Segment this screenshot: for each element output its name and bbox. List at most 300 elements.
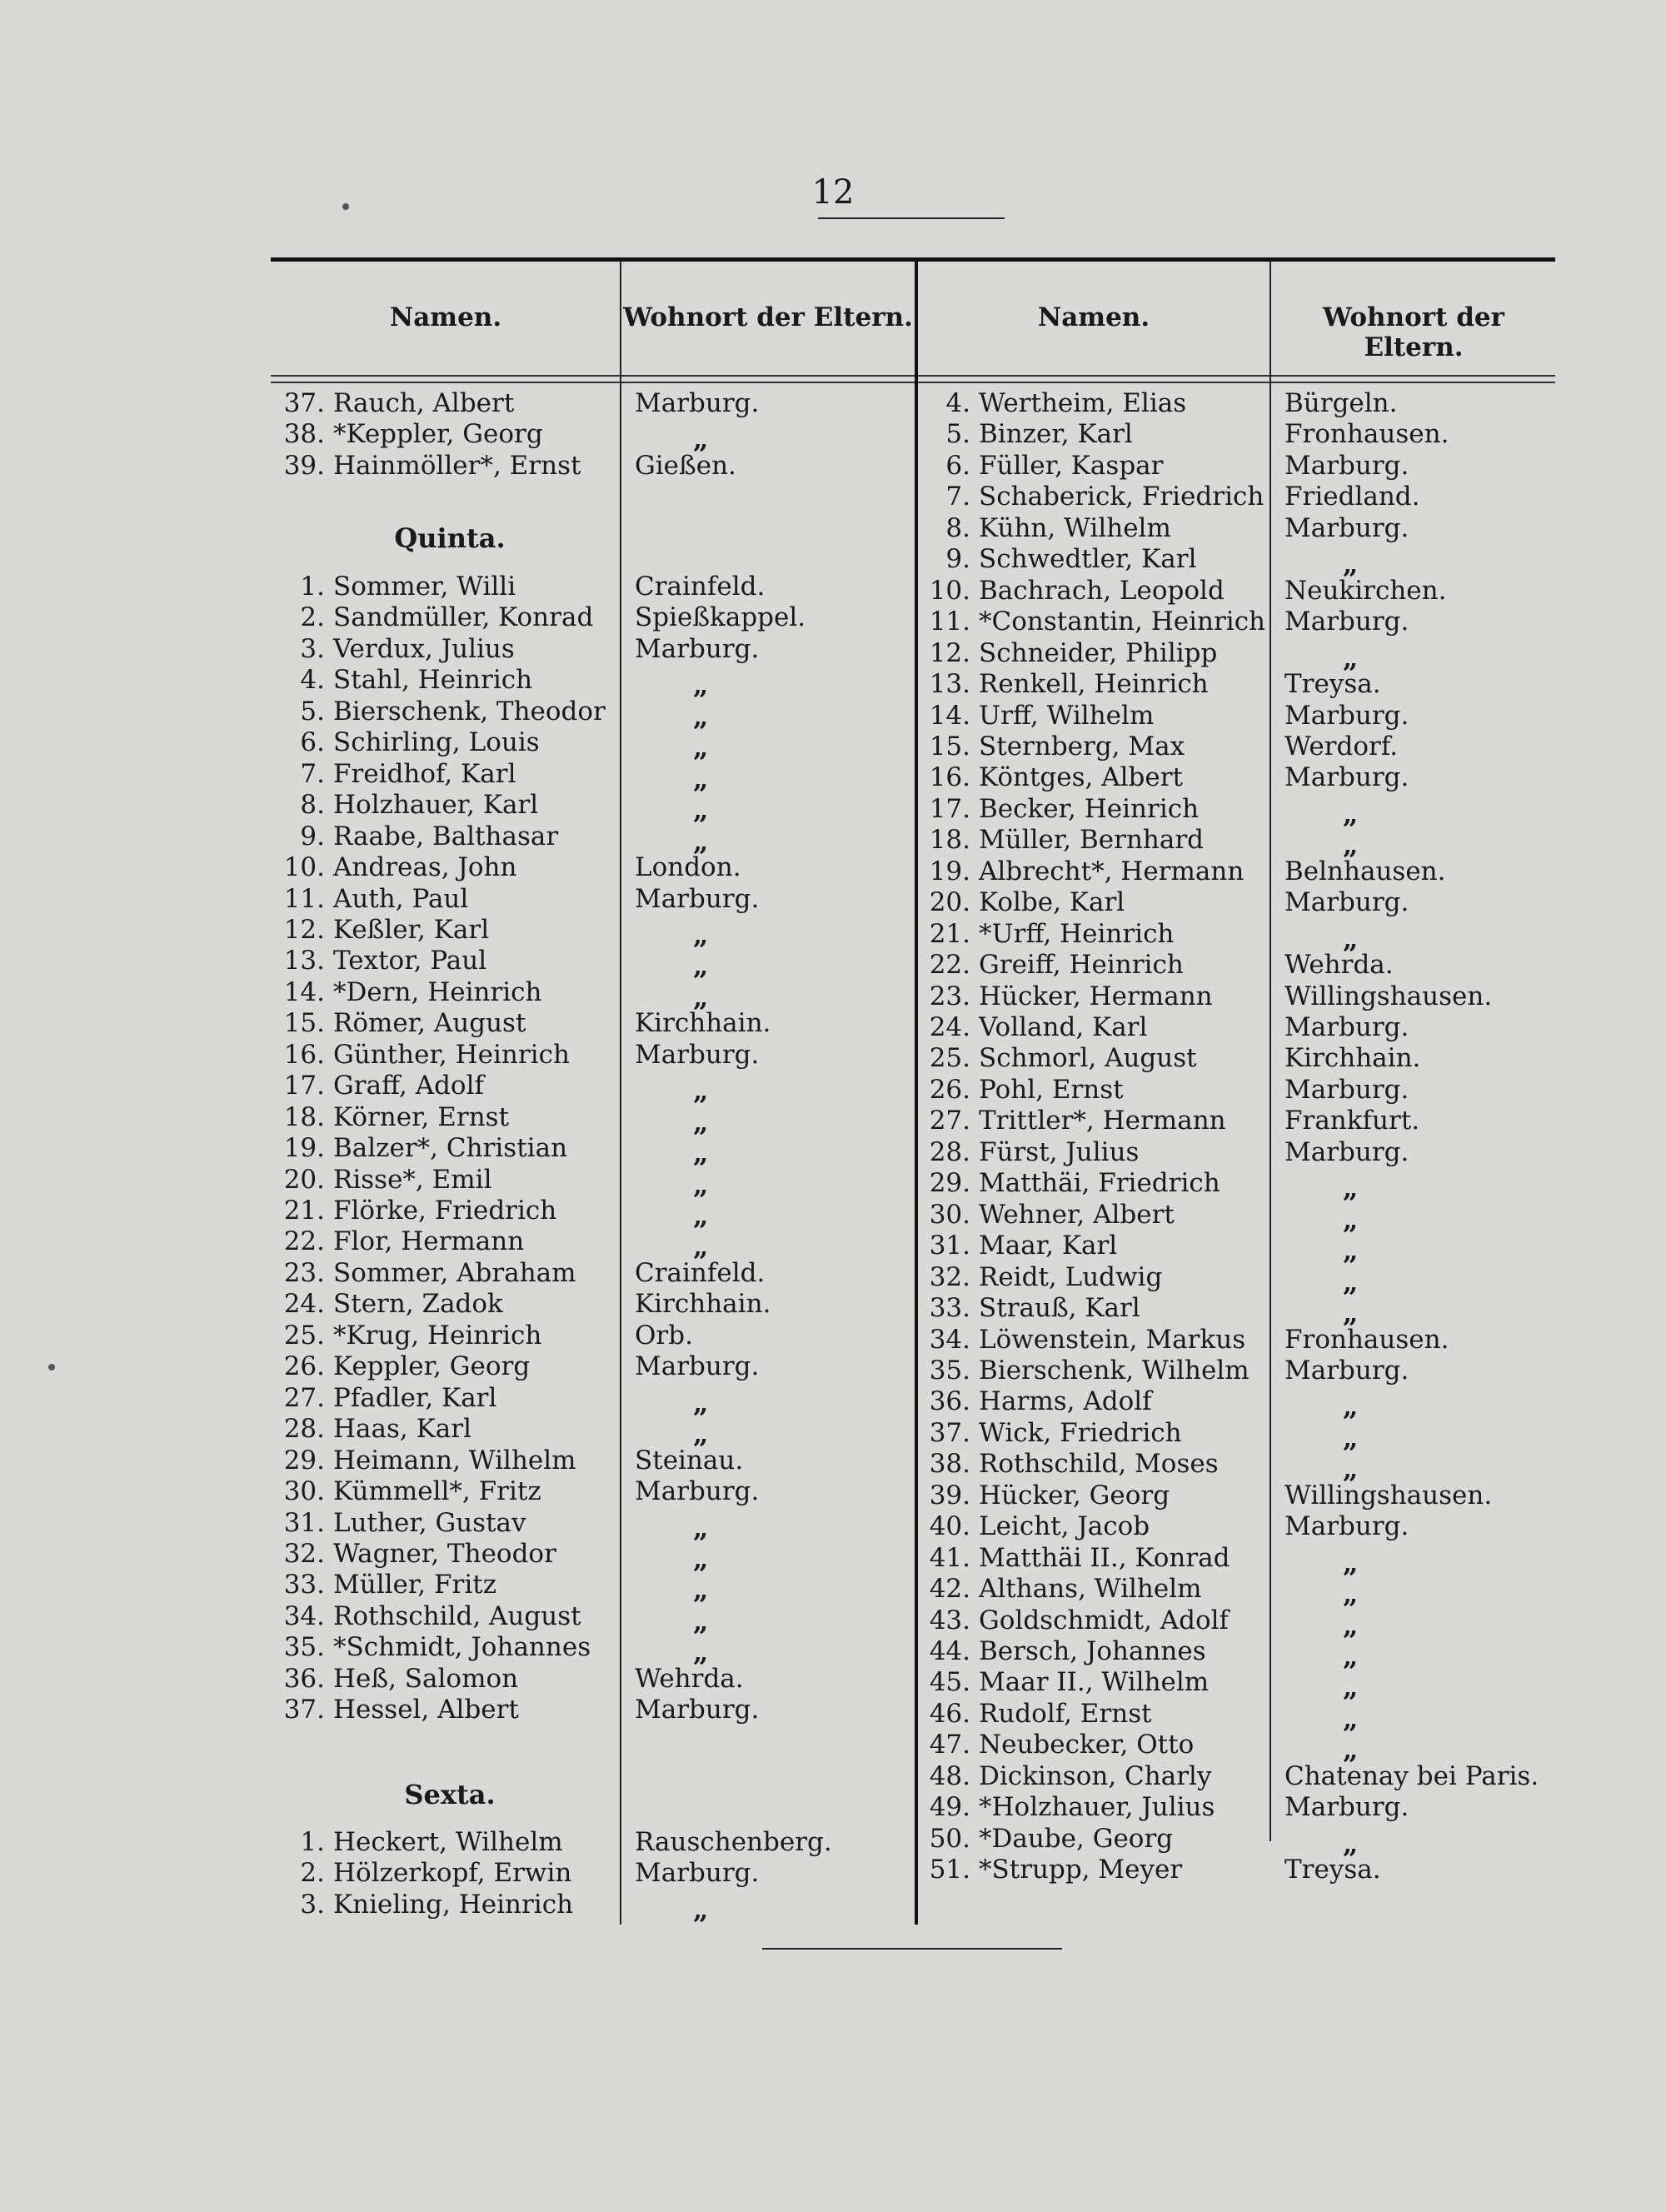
section-title-sexta: Sexta. <box>404 1779 496 1810</box>
ditto-mark: „ <box>693 1200 709 1231</box>
parents-residence: Marburg. <box>635 1858 760 1889</box>
pupil-name: Bachrach, Leopold <box>979 575 1225 606</box>
entry-number: 21. <box>929 918 970 949</box>
parents-residence: Kirchhain. <box>635 1008 771 1039</box>
list-item <box>912 1792 1215 1823</box>
entry-number: 25. <box>929 1043 970 1074</box>
parents-residence: Wehrda. <box>635 1663 744 1694</box>
pupil-name: Hainmöller*, Ernst <box>333 450 581 481</box>
parents-residence: Treysa. <box>1284 1855 1381 1885</box>
ditto-mark: „ <box>1343 548 1359 581</box>
list-item <box>912 1730 1194 1760</box>
ditto-mark: „ <box>693 918 709 951</box>
pupil-name: Sandmüller, Konrad <box>333 602 594 633</box>
pupil-name: Sternberg, Max <box>979 731 1185 761</box>
parents-residence: Friedland. <box>1284 482 1420 512</box>
entry-number: 38. <box>929 1449 970 1480</box>
list-item <box>265 1414 471 1445</box>
list-item <box>265 1601 581 1632</box>
list-item <box>912 794 1199 825</box>
ditto-mark: „ <box>693 1605 709 1637</box>
list-item <box>265 1040 570 1071</box>
ditto-mark: „ <box>693 1574 709 1606</box>
entry-number: 27. <box>929 1106 970 1136</box>
list-item <box>912 1262 1162 1293</box>
list-item <box>912 981 1213 1012</box>
entry-number: 36. <box>929 1386 970 1417</box>
entry-number: 3. <box>300 1889 325 1920</box>
parents-residence: Neukirchen. <box>1284 575 1447 606</box>
ditto-mark: „ <box>693 762 709 795</box>
pupil-name: Flor, Hermann <box>333 1226 525 1257</box>
parents-residence: Werdorf. <box>1284 731 1399 761</box>
entry-number: 8. <box>300 790 325 821</box>
list-item <box>912 388 1186 419</box>
entry-number: 29. <box>283 1445 325 1475</box>
entry-number: 6. <box>945 450 970 481</box>
parents-residence: Crainfeld. <box>635 572 766 602</box>
pupil-name: Andreas, John <box>333 852 517 883</box>
pupil-name: Wertheim, Elias <box>979 388 1187 418</box>
list-item <box>265 1539 556 1570</box>
pupil-name: Keßler, Karl <box>333 914 490 945</box>
entry-number: 22. <box>929 950 970 981</box>
entry-number: 34. <box>929 1324 970 1355</box>
pupil-name: Schaberick, Friedrich <box>979 482 1264 512</box>
entry-number: 26. <box>283 1351 325 1382</box>
ditto-mark: „ <box>1343 1297 1359 1330</box>
pupil-name: Haas, Karl <box>333 1414 471 1445</box>
entry-number: 51. <box>929 1855 970 1885</box>
entry-number: 25. <box>283 1320 325 1351</box>
pupil-name: Becker, Heinrich <box>979 793 1200 824</box>
pupil-name: Raabe, Balthasar <box>333 821 559 851</box>
list-item <box>265 790 538 821</box>
ditto-mark: „ <box>693 950 709 982</box>
list-item <box>265 1321 541 1351</box>
entry-number: 4. <box>945 388 970 418</box>
pupil-name: Leicht, Jacob <box>979 1511 1150 1542</box>
entry-number: 6. <box>300 727 325 758</box>
ditto-mark: „ <box>1343 1203 1359 1236</box>
ditto-mark: „ <box>693 981 709 1013</box>
entry-number: 15. <box>283 1008 325 1039</box>
pupil-name: Auth, Paul <box>333 883 469 914</box>
list-item <box>265 915 489 946</box>
list-item <box>265 759 516 790</box>
entry-number: 4. <box>300 665 325 696</box>
header-residence-left: Wohnort der Eltern. <box>623 302 913 332</box>
entry-number: 40. <box>929 1511 970 1542</box>
parents-residence: Marburg. <box>1284 1355 1409 1386</box>
pupil-name: Neubecker, Otto <box>979 1730 1195 1760</box>
list-item <box>912 1293 1140 1324</box>
header-rule <box>271 375 1555 377</box>
ditto-mark: „ <box>1343 1671 1359 1704</box>
pupil-name: Urff, Wilhelm <box>979 700 1155 731</box>
list-item <box>912 1200 1175 1231</box>
pupil-name: Günther, Heinrich <box>333 1039 570 1070</box>
pupil-name: Goldschmidt, Adolf <box>979 1605 1230 1635</box>
pupil-name: Matthäi, Friedrich <box>979 1168 1220 1199</box>
pupil-name: Fürst, Julius <box>979 1136 1140 1167</box>
ditto-mark: „ <box>1343 1235 1359 1267</box>
list-item <box>265 1102 509 1133</box>
entry-number: 47. <box>929 1730 970 1760</box>
pupil-name: Sommer, Abraham <box>333 1257 576 1288</box>
ditto-mark: „ <box>1343 922 1359 955</box>
list-item <box>265 572 516 602</box>
entry-number: 26. <box>929 1074 970 1105</box>
entry-number: 5. <box>945 419 970 450</box>
parents-residence: Fronhausen. <box>1284 419 1449 450</box>
pupil-name: Römer, August <box>333 1008 526 1039</box>
list-item <box>265 1827 563 1858</box>
list-item <box>912 887 1125 918</box>
ditto-mark: „ <box>693 732 709 764</box>
entry-number: 14. <box>283 976 325 1007</box>
ditto-mark: „ <box>1343 797 1359 830</box>
ditto-mark: „ <box>693 423 709 456</box>
list-item <box>265 1071 484 1101</box>
entry-number: 14. <box>929 700 970 731</box>
pupil-name: Freidhof, Karl <box>333 758 516 789</box>
list-item <box>265 1695 519 1725</box>
pupil-name: Heimann, Wilhelm <box>333 1445 576 1475</box>
ditto-mark: „ <box>1343 1172 1359 1205</box>
list-item <box>912 1761 1211 1792</box>
entry-number: 36. <box>283 1663 325 1694</box>
parents-residence: Willingshausen. <box>1284 1480 1493 1510</box>
list-item <box>912 1106 1226 1136</box>
entry-number: 35. <box>929 1355 970 1386</box>
entry-number: 1. <box>300 572 325 602</box>
parents-residence: Marburg. <box>1284 1511 1409 1542</box>
list-item <box>912 419 1133 450</box>
table-top-rule <box>271 257 1555 262</box>
list-item <box>912 856 1244 887</box>
pupil-name: *Urff, Heinrich <box>979 918 1175 949</box>
entry-number: 24. <box>929 1012 970 1042</box>
parents-residence: Fronhausen. <box>1284 1324 1449 1355</box>
list-item <box>912 482 1264 512</box>
pupil-name: Rudolf, Ernst <box>979 1698 1152 1729</box>
pupil-name: Keppler, Georg <box>333 1351 531 1382</box>
list-item <box>912 1325 1245 1356</box>
pupil-name: Renkell, Heinrich <box>979 669 1209 700</box>
list-item <box>265 727 540 758</box>
entry-number: 22. <box>283 1226 325 1257</box>
entry-number: 7. <box>300 758 325 789</box>
pupil-name: Stern, Zadok <box>333 1289 503 1320</box>
pupil-name: Pfadler, Karl <box>333 1382 497 1413</box>
pupil-name: Pohl, Ernst <box>979 1074 1124 1105</box>
entry-number: 35. <box>283 1632 325 1663</box>
ditto-mark: „ <box>693 1542 709 1575</box>
header-names-right: Namen. <box>1037 302 1150 332</box>
pupil-name: *Krug, Heinrich <box>333 1320 542 1351</box>
list-item <box>912 1511 1150 1542</box>
pupil-name: Trittler*, Hermann <box>979 1106 1226 1136</box>
list-item <box>912 1543 1230 1574</box>
ditto-mark: „ <box>693 825 709 857</box>
entry-number: 39. <box>929 1480 970 1510</box>
list-item <box>265 1446 576 1476</box>
list-item <box>912 919 1174 950</box>
ditto-mark: „ <box>1343 1578 1359 1610</box>
pupil-name: Rothschild, Moses <box>979 1449 1219 1480</box>
pupil-name: Schneider, Philipp <box>979 637 1218 668</box>
list-item <box>912 1574 1202 1605</box>
entry-number: 37. <box>929 1417 970 1448</box>
ditto-mark: „ <box>693 1511 709 1544</box>
list-item <box>265 852 516 883</box>
list-item <box>265 946 486 976</box>
parents-residence: Marburg. <box>635 1476 760 1507</box>
pupil-name: Hücker, Hermann <box>979 981 1213 1011</box>
entry-number: 10. <box>929 575 970 606</box>
pupil-name: Matthäi II., Konrad <box>979 1542 1230 1573</box>
entry-number: 18. <box>929 825 970 856</box>
parents-residence: Marburg. <box>1284 887 1409 918</box>
parents-residence: Kirchhain. <box>635 1289 771 1320</box>
parents-residence: Rauschenberg. <box>635 1827 832 1857</box>
entry-number: 20. <box>283 1164 325 1195</box>
pupil-name: Rothschild, August <box>333 1600 581 1631</box>
parents-residence: Wehrda. <box>1284 950 1394 981</box>
list-item <box>912 451 1163 482</box>
list-item <box>912 1168 1220 1199</box>
list-item <box>912 1449 1219 1480</box>
list-item <box>265 665 532 696</box>
section-title-quinta: Quinta. <box>394 522 506 554</box>
parents-residence: Marburg. <box>635 633 760 664</box>
list-item <box>912 638 1217 669</box>
pupil-name: Luther, Gustav <box>333 1507 526 1538</box>
entry-number: 30. <box>283 1476 325 1507</box>
entry-number: 15. <box>929 731 970 761</box>
entry-number: 31. <box>283 1507 325 1538</box>
entry-number: 28. <box>929 1136 970 1167</box>
parents-residence: Marburg. <box>1284 512 1409 543</box>
entry-number: 19. <box>283 1133 325 1164</box>
pupil-name: Flörke, Friedrich <box>333 1196 557 1226</box>
list-item <box>265 1632 591 1663</box>
list-item <box>912 1356 1250 1386</box>
entry-number: 41. <box>929 1542 970 1573</box>
list-item <box>912 576 1225 607</box>
list-item <box>912 1480 1170 1511</box>
list-item <box>912 544 1197 575</box>
pupil-name: Schirling, Louis <box>333 727 540 758</box>
entry-number: 39. <box>283 450 325 481</box>
ditto-mark: „ <box>693 1168 709 1201</box>
list-item <box>265 1226 524 1257</box>
pupil-name: Köntges, Albert <box>979 762 1183 793</box>
entry-number: 49. <box>929 1792 970 1823</box>
ink-speck <box>342 203 349 210</box>
list-item <box>265 634 515 665</box>
parents-residence: Marburg. <box>1284 1792 1409 1823</box>
list-item <box>912 762 1183 793</box>
parents-residence: Steinau. <box>635 1445 744 1475</box>
list-item <box>265 1508 526 1539</box>
entry-number: 33. <box>283 1570 325 1600</box>
ditto-mark: „ <box>1343 1640 1359 1672</box>
list-item <box>912 669 1209 700</box>
entry-number: 3. <box>300 633 325 664</box>
column-divider <box>1269 260 1271 1841</box>
parents-residence: Gießen. <box>635 450 736 481</box>
page-bottom-rule <box>762 1948 1062 1950</box>
pupil-name: Kümmell*, Fritz <box>333 1476 541 1507</box>
page-number: 12 <box>811 173 855 212</box>
entry-number: 10. <box>283 852 325 883</box>
ditto-mark: „ <box>1343 829 1359 861</box>
pupil-name: *Dern, Heinrich <box>333 976 542 1007</box>
ditto-mark: „ <box>1343 642 1359 674</box>
list-item <box>912 1231 1117 1261</box>
parents-residence: Marburg. <box>635 388 760 418</box>
list-item <box>912 1043 1197 1074</box>
header-names-left: Namen. <box>389 302 502 332</box>
list-item <box>912 1386 1152 1417</box>
list-item <box>265 1890 573 1920</box>
header-rule <box>271 382 1555 383</box>
list-item <box>265 602 593 633</box>
pupil-name: Kolbe, Karl <box>979 887 1125 918</box>
entry-number: 20. <box>929 887 970 918</box>
entry-number: 16. <box>283 1039 325 1070</box>
column-divider <box>620 260 621 1925</box>
ditto-mark: „ <box>1343 1546 1359 1579</box>
pupil-name: Schmorl, August <box>979 1043 1197 1074</box>
list-item <box>912 607 1265 637</box>
entry-number: 28. <box>283 1414 325 1445</box>
pupil-name: Füller, Kaspar <box>979 450 1164 481</box>
entry-number: 37. <box>283 388 325 418</box>
parents-residence: Bürgeln. <box>1284 388 1398 418</box>
entry-number: 32. <box>929 1261 970 1292</box>
pupil-name: Hessel, Albert <box>333 1695 519 1725</box>
parents-residence: Crainfeld. <box>635 1257 766 1288</box>
list-item <box>265 1570 496 1600</box>
header-residence-right: Wohnort der Eltern. <box>1323 302 1504 362</box>
entry-number: 19. <box>929 856 970 886</box>
pupil-name: Bierschenk, Wilhelm <box>979 1355 1250 1386</box>
list-item <box>912 732 1185 762</box>
parents-residence: Marburg. <box>1284 450 1409 481</box>
entry-number: 33. <box>929 1293 970 1324</box>
entry-number: 7. <box>945 482 970 512</box>
entry-number: 17. <box>283 1071 325 1101</box>
pupil-name: Körner, Ernst <box>333 1101 510 1132</box>
entry-number: 9. <box>300 821 325 851</box>
entry-number: 23. <box>283 1257 325 1288</box>
ditto-mark: „ <box>1343 1421 1359 1454</box>
parents-residence: Marburg. <box>1284 1012 1409 1042</box>
list-item <box>912 825 1204 856</box>
parents-residence: Treysa. <box>1284 669 1381 700</box>
list-item <box>912 1075 1124 1106</box>
pupil-name: Müller, Fritz <box>333 1570 497 1600</box>
pupil-name: Löwenstein, Markus <box>979 1324 1246 1355</box>
ditto-mark: „ <box>693 1106 709 1138</box>
parents-residence: Marburg. <box>1284 1136 1409 1167</box>
parents-residence: Marburg. <box>635 1695 760 1725</box>
pupil-name: Heß, Salomon <box>333 1663 519 1694</box>
ditto-mark: „ <box>693 1231 709 1263</box>
entry-number: 37. <box>283 1695 325 1725</box>
pupil-name: Schwedtler, Karl <box>979 544 1197 575</box>
entry-number: 9. <box>945 544 970 575</box>
parents-residence: Marburg. <box>1284 762 1409 793</box>
ditto-mark: „ <box>1343 1827 1359 1860</box>
entry-number: 21. <box>283 1196 325 1226</box>
parents-residence: Kirchhain. <box>1284 1043 1421 1074</box>
ditto-mark: „ <box>693 669 709 702</box>
list-item <box>265 1165 491 1196</box>
pupil-name: Althans, Wilhelm <box>979 1574 1202 1605</box>
pupil-name: Stahl, Heinrich <box>333 665 533 696</box>
list-item <box>265 884 468 915</box>
ditto-mark: „ <box>693 1418 709 1451</box>
ditto-mark: „ <box>693 1893 709 1925</box>
list-item <box>265 1383 496 1414</box>
entry-number: 17. <box>929 793 970 824</box>
ditto-mark: „ <box>693 1386 709 1419</box>
pupil-name: Sommer, Willi <box>333 572 516 602</box>
list-item <box>265 1008 526 1039</box>
list-item <box>912 1636 1206 1667</box>
list-item <box>265 1858 571 1889</box>
pupil-name: Dickinson, Charly <box>979 1760 1212 1791</box>
parents-residence: Marburg. <box>635 1351 760 1382</box>
list-item <box>912 513 1171 544</box>
entry-number: 38. <box>283 419 325 450</box>
pupil-name: Harms, Adolf <box>979 1386 1152 1417</box>
entry-number: 42. <box>929 1574 970 1605</box>
entry-number: 13. <box>283 946 325 976</box>
entry-number: 5. <box>300 696 325 727</box>
parents-residence: Marburg. <box>635 1039 760 1070</box>
pupil-name: Wehner, Albert <box>979 1199 1175 1230</box>
list-item <box>912 1667 1209 1698</box>
entry-number: 2. <box>300 1858 325 1889</box>
list-item <box>912 1605 1229 1636</box>
entry-number: 46. <box>929 1698 970 1729</box>
parents-residence: Marburg. <box>1284 1074 1409 1105</box>
entry-number: 11. <box>929 607 970 637</box>
entry-number: 43. <box>929 1605 970 1635</box>
entry-number: 27. <box>283 1382 325 1413</box>
entry-number: 23. <box>929 981 970 1011</box>
parents-residence: Marburg. <box>635 883 760 914</box>
list-item <box>265 388 514 419</box>
list-item <box>265 1351 530 1382</box>
list-item <box>265 697 606 727</box>
ditto-mark: „ <box>1343 1391 1359 1423</box>
pupil-name: *Strupp, Meyer <box>979 1855 1183 1885</box>
entry-number: 1. <box>300 1827 325 1857</box>
entry-number: 29. <box>929 1168 970 1199</box>
ink-speck <box>48 1364 55 1371</box>
entry-number: 31. <box>929 1231 970 1261</box>
ditto-mark: „ <box>1343 1453 1359 1485</box>
pupil-name: Balzer*, Christian <box>333 1133 568 1164</box>
parents-residence: Belnhausen. <box>1284 856 1446 886</box>
ditto-mark: „ <box>1343 1609 1359 1641</box>
